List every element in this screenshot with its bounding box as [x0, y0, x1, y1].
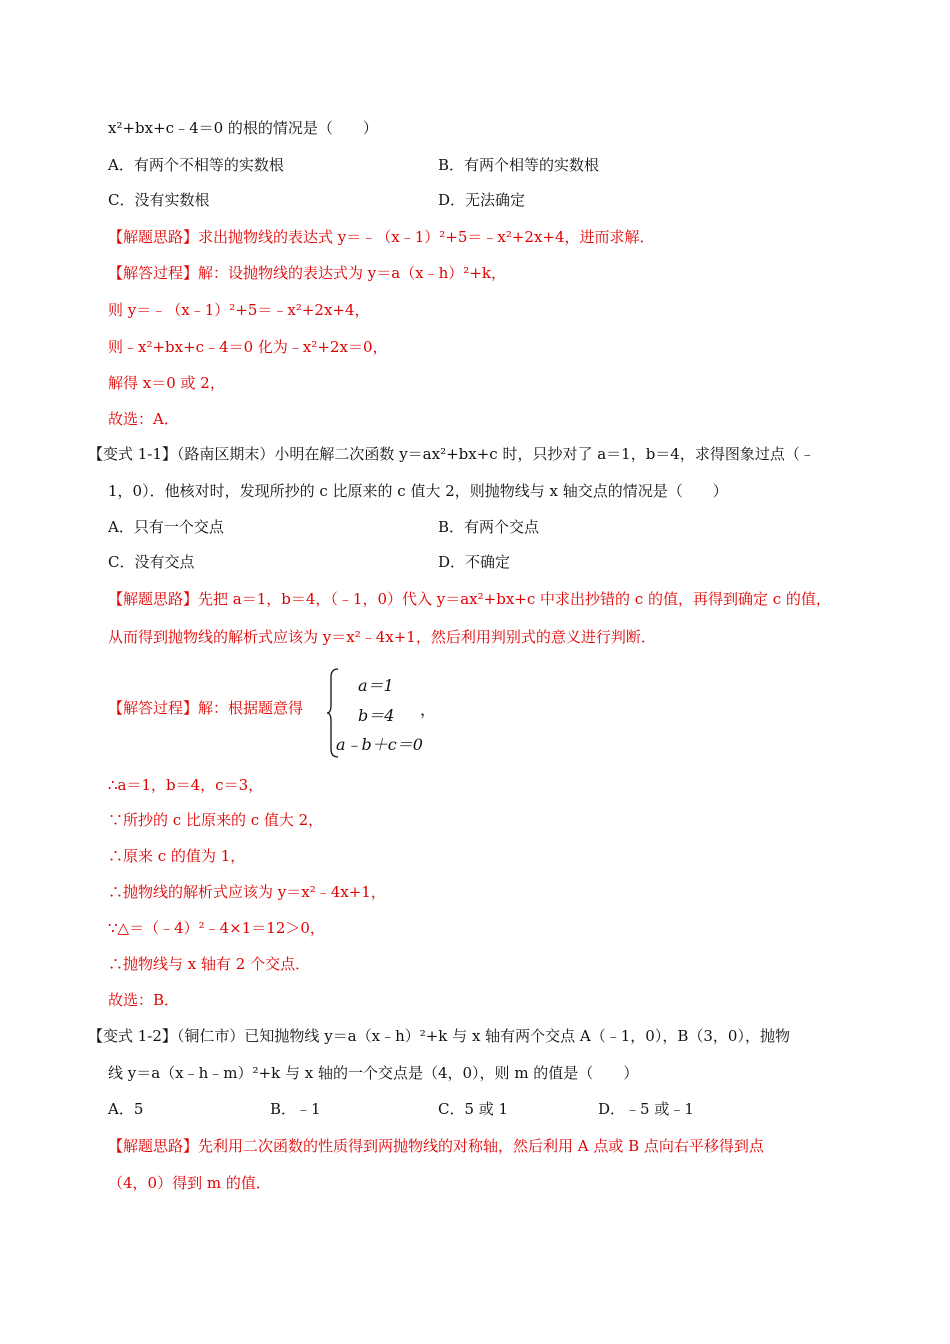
solution-step: ∴抛物线与 x 轴有 2 个交点． [108, 955, 311, 973]
variant-1-2-question-cont: 线 y＝a（x﹣h﹣m）²+k 与 x 轴的一个交点是（4，0），则 m 的值是（ ） [108, 1064, 639, 1082]
option-a: A．5 [108, 1100, 144, 1118]
question-tail: x²+bx+c﹣4＝0 的根的情况是（ ） [108, 119, 378, 137]
solution-step: 则 y＝﹣（x﹣1）²+5＝﹣x²+2x+4， [108, 301, 370, 319]
variant-1-2-question: 【变式 1-2】（铜仁市）已知抛物线 y＝a（x﹣h）²+k 与 x 轴有两个交点 A（﹣1，0），B（3，0），抛物 [88, 1027, 790, 1045]
solution-process: 【解答过程】解：设抛物线的表达式为 y＝a（x﹣h）²+k， [108, 264, 506, 282]
option-b: B．有两个交点 [438, 518, 540, 536]
solution-idea: 【解题思路】先把 a＝1，b＝4，（﹣1，0）代入 y＝ax²+bx+c 中求出抄错的 c 的值，再得到确定 c 的值， [108, 590, 831, 608]
answer-choice: 故选：B． [108, 991, 180, 1009]
option-d: D．不确定 [438, 553, 511, 571]
solution-step: ∴a＝1，b＝4，c＝3， [108, 776, 264, 794]
option-a: A．有两个不相等的实数根 [108, 156, 284, 174]
equation-system [326, 667, 446, 759]
option-b: B．有两个相等的实数根 [438, 156, 600, 174]
equation-2: b＝4 [358, 706, 395, 725]
variant-1-1-question: 【变式 1-1】（路南区期末）小明在解二次函数 y＝ax²+bx+c 时，只抄对了 a＝1，b＝4，求得图象过点（﹣ [88, 445, 815, 463]
option-c: C．5 或 1 [438, 1100, 509, 1118]
solution-idea-cont: 从而得到抛物线的解析式应该为 y＝x²﹣4x+1，然后利用判别式的意义进行判断． [108, 628, 656, 646]
option-d: D．无法确定 [438, 191, 526, 209]
solution-step: 解得 x＝0 或 2， [108, 374, 225, 392]
equation-1: a＝1 [358, 676, 394, 695]
equation-trailing-comma: ， [420, 700, 437, 719]
variant-1-1-question-cont: 1，0）．他核对时，发现所抄的 c 比原来的 c 值大 2，则抛物线与 x 轴交点的情况是（ ） [108, 482, 728, 500]
answer-choice: 故选：A． [108, 410, 179, 428]
solution-step: ∴原来 c 的值为 1， [108, 847, 246, 865]
solution-step: ∵△＝（﹣4）²﹣4×1＝12＞0， [108, 919, 325, 937]
option-c: C．没有实数根 [108, 191, 210, 209]
solution-idea: 【解题思路】求出抛物线的表达式 y＝﹣（x﹣1）²+5＝﹣x²+2x+4，进而求解． [108, 228, 655, 246]
solution-idea: 【解题思路】先利用二次函数的性质得到两抛物线的对称轴，然后利用 A 点或 B 点向右平移得到点 [108, 1137, 764, 1155]
solution-step: ∴抛物线的解析式应该为 y＝x²﹣4x+1， [108, 883, 386, 901]
solution-process: 【解答过程】解：根据题意得 [108, 699, 304, 717]
option-a: A．只有一个交点 [108, 518, 224, 536]
solution-idea-cont: （4，0）得到 m 的值． [108, 1174, 271, 1192]
solution-step: 则﹣x²+bx+c﹣4＝0 化为﹣x²+2x＝0， [108, 338, 388, 356]
equation-3: a﹣b＋c＝0 [336, 735, 423, 754]
option-c: C．没有交点 [108, 553, 195, 571]
solution-step: ∵所抄的 c 比原来的 c 值大 2， [108, 811, 324, 829]
option-d: D．﹣5 或﹣1 [598, 1100, 694, 1118]
option-b: B．﹣1 [270, 1100, 321, 1118]
